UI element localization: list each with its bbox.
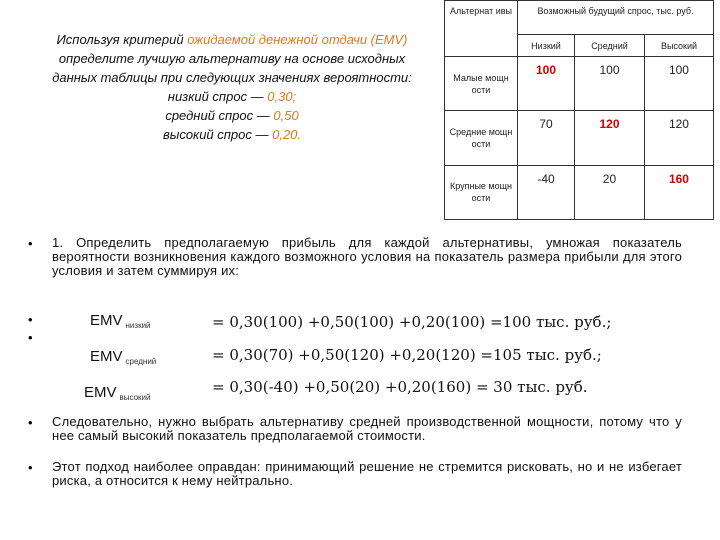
emv-high-label [84,384,151,402]
conclusion-text: Следовательно, нужно выбрать альтернативу средней производственной мощности, потому что у нее самый высокий показатель предполагаемой стоимости. [52,414,682,443]
col-high-header: Высокий [644,35,713,57]
alternatives-header: Альтернат ивы [445,1,518,57]
demand-header: Возможный будущий спрос, тыс. руб. [518,1,714,35]
col-medium-header: Средний [575,35,645,57]
table-cell: 100 [518,57,575,111]
bullet-marker: • [28,460,33,475]
intro-line-1-text: Используя критерий [56,32,188,47]
prob-low [22,87,442,106]
bullet-marker: • [28,236,33,251]
emv-medium-formula: = 0,30(70) +0,50(120) +0,20(120) =105 тыс. руб.; [212,346,602,364]
table-cell: 120 [575,111,645,165]
payoff-table [444,0,714,220]
prob-medium-value: 0,50 [273,108,299,123]
emv-medium-sub: средний [125,357,157,366]
prob-low-label: низкий спрос — [167,89,268,104]
emv-medium-label [90,348,156,366]
task-description [22,30,442,144]
emv-high-sub: высокий [119,393,151,402]
prob-medium-label: средний спрос — [165,108,274,123]
table-cell: 70 [518,111,575,165]
bullet-marker: • [28,330,33,345]
emv-high-formula: = 0,30(-40) +0,50(20) +0,20(160) = 30 тыс. руб. [212,378,588,396]
emv-low-name: EMV [90,312,123,329]
step-1-text: 1. Определить предполагаемую прибыль для каждой альтернативы, умножая показатель вероятности возникновения каждого возможного условия на показатель размера прибыли для этого условия и затем суммируя их: [52,235,682,278]
bullet-marker: • [28,312,33,327]
prob-high-label: высокий спрос — [162,127,273,142]
emv-low-formula: = 0,30(100) +0,50(100) +0,20(100) =100 тыс. руб.; [212,313,612,331]
emv-high-name: EMV [84,384,117,401]
prob-low-value: 0,30; [267,89,297,104]
intro-line-2: определите лучшую альтернативу на основе исходных [58,51,406,66]
table-row [445,111,714,165]
table-row [445,57,714,111]
table-cell: 120 [644,111,713,165]
table-cell: 160 [644,165,713,219]
intro-line-1 [22,30,442,49]
intro-line-3: данных таблицы при следующих значениях вероятности: [52,70,412,85]
table-row [445,165,714,219]
table-header-row [445,1,714,35]
emv-term: ожидаемой денежной отдачи (EMV) [187,32,408,47]
prob-high [22,125,442,144]
emv-low-sub: низкий [125,321,151,330]
emv-low-label [90,312,151,330]
col-low-header: Низкий [518,35,575,57]
bullet-marker: • [28,415,33,430]
table-cell: 100 [575,57,645,111]
table-cell: 100 [644,57,713,111]
row-name: Крупные мощн ости [445,165,518,219]
row-name: Средние мощн ости [445,111,518,165]
emv-medium-name: EMV [90,348,123,365]
prob-medium [22,106,442,125]
table-cell: 20 [575,165,645,219]
table-cell: -40 [518,165,575,219]
approach-text: Этот подход наиболее оправдан: принимающий решение не стремится рисковать, но и не избегает риска, а относится к нему нейтрально. [52,459,682,488]
row-name: Малые мощн ости [445,57,518,111]
prob-high-value: 0,20. [272,127,302,142]
